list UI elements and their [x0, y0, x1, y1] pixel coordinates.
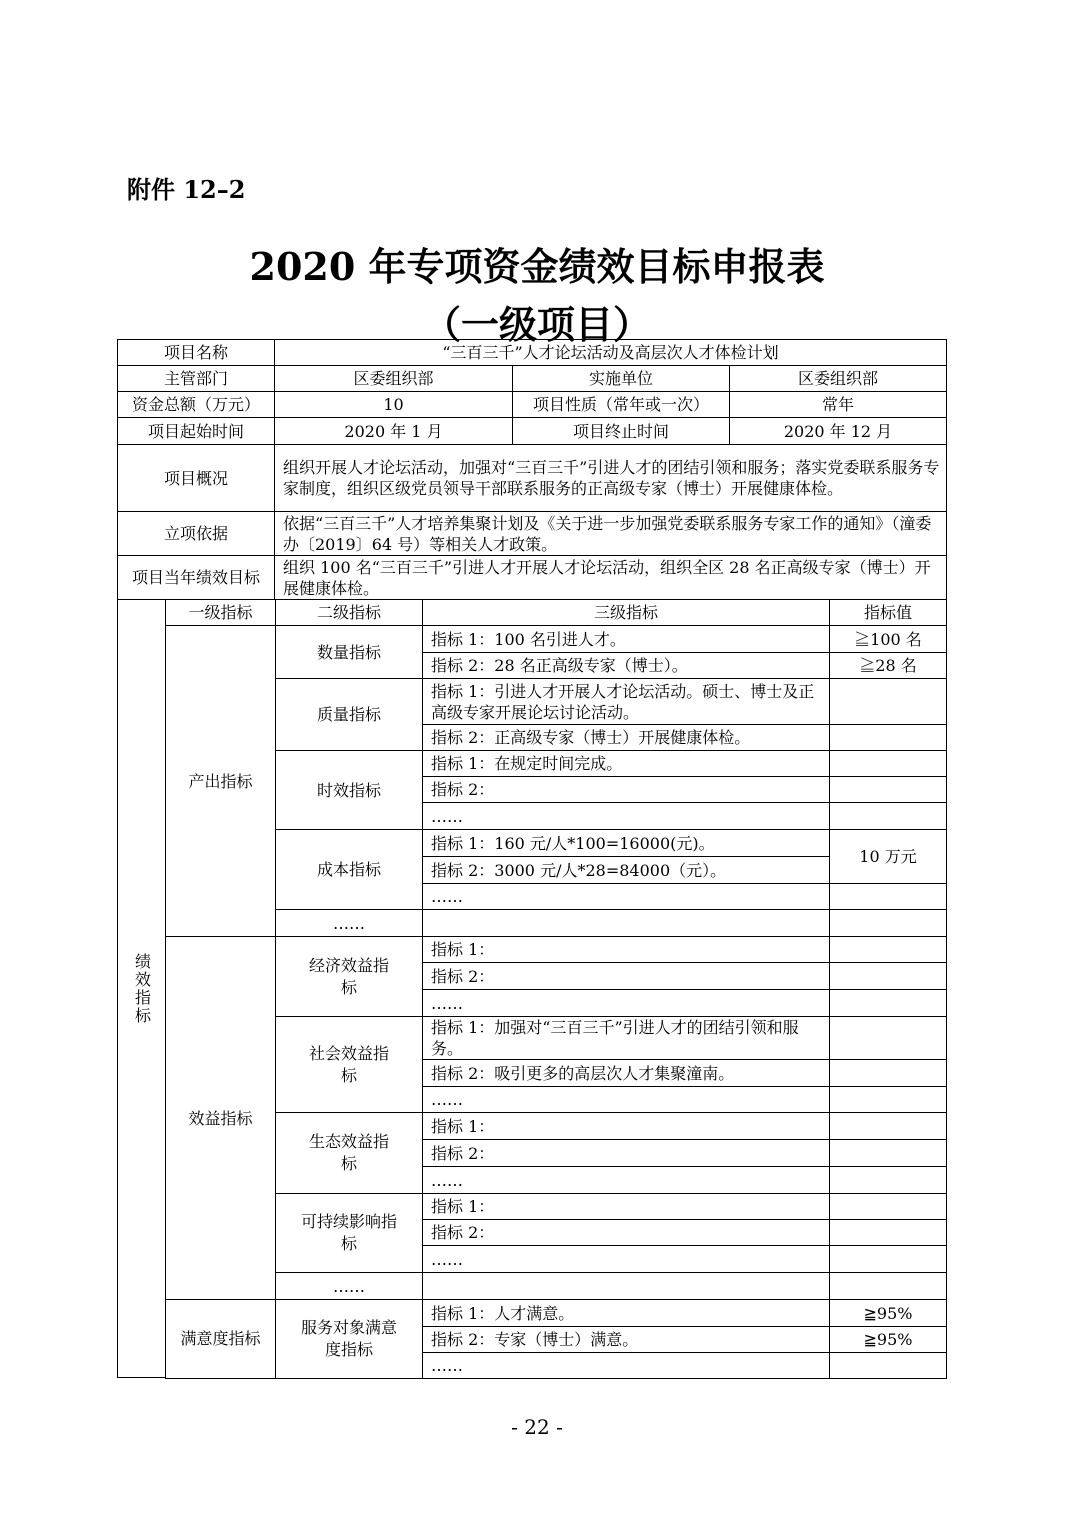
benefit-more-label: ……: [275, 1272, 423, 1300]
goal-label: 项目当年绩效目标: [117, 555, 275, 600]
sustainable-impact-text: 可持续影响指标: [300, 1212, 397, 1253]
timeliness-indicator-label: 时效指标: [275, 750, 423, 830]
social-value-1: [829, 1016, 947, 1060]
benefit-more-value: [829, 1272, 947, 1300]
social-value-2: [829, 1059, 947, 1087]
satisfaction-item-2: 指标 2：专家（博士）满意。: [422, 1326, 830, 1353]
ecological-item-1: 指标 1：: [422, 1112, 830, 1140]
benefit-more-item: [422, 1272, 830, 1300]
dept-label: 主管部门: [117, 365, 275, 392]
timeliness-item-2: 指标 2：: [422, 776, 830, 803]
quantity-item-1: 指标 1：100 名引进人才。: [422, 625, 830, 653]
sustainable-value-1: [829, 1193, 947, 1220]
output-more-label: ……: [275, 909, 423, 937]
ecological-value-2: [829, 1139, 947, 1167]
sustainable-value-2: [829, 1219, 947, 1246]
header-level2: 二级指标: [275, 599, 423, 626]
funds-value: 10: [274, 391, 513, 418]
page-number: - 22 -: [511, 1415, 563, 1439]
satisfaction-value-2: ≧95%: [829, 1326, 947, 1353]
perf-side-text: 绩效指标: [132, 952, 152, 1025]
sustainable-value-more: [829, 1245, 947, 1273]
timeliness-item-1: 指标 1：在规定时间完成。: [422, 750, 830, 777]
satisfaction-indicator-text: 满意度指标: [180, 1329, 261, 1348]
timeliness-value-1: [829, 750, 947, 777]
satisfaction-item-more: ……: [422, 1352, 830, 1379]
economic-benefit-text: 经济效益指标: [308, 955, 389, 997]
cost-value: 10 万元: [829, 829, 947, 884]
attachment-label: 附件 12–2: [127, 175, 246, 204]
output-more-item: [422, 909, 830, 937]
impl-value: 区委组织部: [729, 365, 947, 392]
cost-value-more: [829, 883, 947, 910]
satisfaction-value-more: [829, 1352, 947, 1379]
nature-label: 项目性质（常年或一次）: [512, 391, 730, 418]
economic-benefit-label: [275, 936, 423, 1017]
nature-value: 常年: [729, 391, 947, 418]
header-level1: 一级指标: [165, 599, 276, 626]
ecological-value-more: [829, 1166, 947, 1194]
output-indicator-label: 产出指标: [165, 625, 276, 937]
quality-item-2: 指标 2：正高级专家（博士）开展健康体检。: [422, 724, 830, 751]
satisfaction-value-1: ≧95%: [829, 1299, 947, 1327]
cost-item-1: 指标 1：160 元/人*100=16000(元)。: [422, 829, 830, 857]
funds-label: 资金总额（万元）: [117, 391, 275, 418]
ecological-benefit-label: [275, 1112, 423, 1194]
ecological-item-more: ……: [422, 1166, 830, 1194]
sustainable-item-more: ……: [422, 1245, 830, 1273]
timeliness-value-2: [829, 776, 947, 803]
ecological-benefit-text: 生态效益指标: [308, 1132, 389, 1173]
quality-value-1: [829, 678, 947, 725]
performance-target-table: [118, 340, 947, 1379]
basis-value: 依据“三百三千”人才培养集聚计划及《关于进一步加强党委联系服务专家工作的通知》（潼委办〔2019〕64 号）等相关人才政策。: [274, 511, 947, 556]
document-title: 2020 年专项资金绩效目标申报表: [249, 244, 825, 289]
sustainable-impact-label: [275, 1193, 423, 1273]
project-name-label: 项目名称: [117, 339, 275, 366]
quantity-item-2: 指标 2：28 名正高级专家（博士）。: [422, 652, 830, 679]
overview-label: 项目概况: [117, 444, 275, 512]
social-benefit-text: 社会效益指标: [308, 1043, 389, 1085]
social-benefit-label: [275, 1016, 423, 1113]
ecological-value-1: [829, 1112, 947, 1140]
perf-side-label: [117, 599, 166, 1378]
document-subtitle: （一级项目）: [422, 302, 651, 347]
start-label: 项目起始时间: [117, 417, 275, 445]
economic-item-more: ……: [422, 989, 830, 1017]
end-label: 项目终止时间: [512, 417, 730, 445]
social-item-2: 指标 2：吸引更多的高层次人才集聚潼南。: [422, 1059, 830, 1087]
output-more-value: [829, 909, 947, 937]
end-value: 2020 年 12 月: [729, 417, 947, 445]
start-value: 2020 年 1 月: [274, 417, 513, 445]
project-name-value: “三百三千”人才论坛活动及高层次人才体检计划: [274, 339, 947, 366]
service-satisfaction-text: 服务对象满意度指标: [300, 1318, 397, 1359]
benefit-indicator-label: 效益指标: [165, 936, 276, 1300]
economic-item-1: 指标 1：: [422, 936, 830, 963]
goal-value: 组织 100 名“三百三千”引进人才开展人才论坛活动，组织全区 28 名正高级专家（博士）开展健康体检。: [274, 555, 947, 600]
dept-value: 区委组织部: [274, 365, 513, 392]
economic-value-1: [829, 936, 947, 963]
timeliness-value-more: [829, 802, 947, 830]
impl-label: 实施单位: [512, 365, 730, 392]
basis-label: 立项依据: [117, 511, 275, 556]
header-value: 指标值: [829, 599, 947, 626]
economic-value-2: [829, 962, 947, 990]
cost-item-more: ……: [422, 883, 830, 910]
economic-item-2: 指标 2：: [422, 962, 830, 990]
social-value-more: [829, 1086, 947, 1113]
social-item-more: ……: [422, 1086, 830, 1113]
quality-value-2: [829, 724, 947, 751]
quality-item-1: 指标 1：引进人才开展人才论坛活动。硕士、博士及正高级专家开展论坛讨论活动。: [422, 678, 830, 725]
timeliness-item-more: ……: [422, 802, 830, 830]
sustainable-item-2: 指标 2：: [422, 1219, 830, 1246]
quantity-value-1: ≧100 名: [829, 625, 947, 653]
service-satisfaction-label: [275, 1299, 423, 1379]
quantity-value-2: ≧28 名: [829, 652, 947, 679]
overview-value: 组织开展人才论坛活动，加强对“三百三千”引进人才的团结引领和服务；落实党委联系服务专家制度，组织区级党员领导干部联系服务的正高级专家（博士）开展健康体检。: [274, 444, 947, 512]
satisfaction-item-1: 指标 1：人才满意。: [422, 1299, 830, 1327]
quantity-indicator-label: 数量指标: [275, 625, 423, 679]
ecological-item-2: 指标 2：: [422, 1139, 830, 1167]
economic-value-more: [829, 989, 947, 1017]
quality-indicator-label: 质量指标: [275, 678, 423, 751]
social-item-1: 指标 1：加强对“三百三千”引进人才的团结引领和服务。: [422, 1016, 830, 1060]
satisfaction-indicator-label: [165, 1299, 276, 1379]
cost-item-2: 指标 2：3000 元/人*28=84000（元）。: [422, 856, 830, 884]
cost-indicator-label: 成本指标: [275, 829, 423, 910]
sustainable-item-1: 指标 1：: [422, 1193, 830, 1220]
header-level3: 三级指标: [422, 599, 830, 626]
